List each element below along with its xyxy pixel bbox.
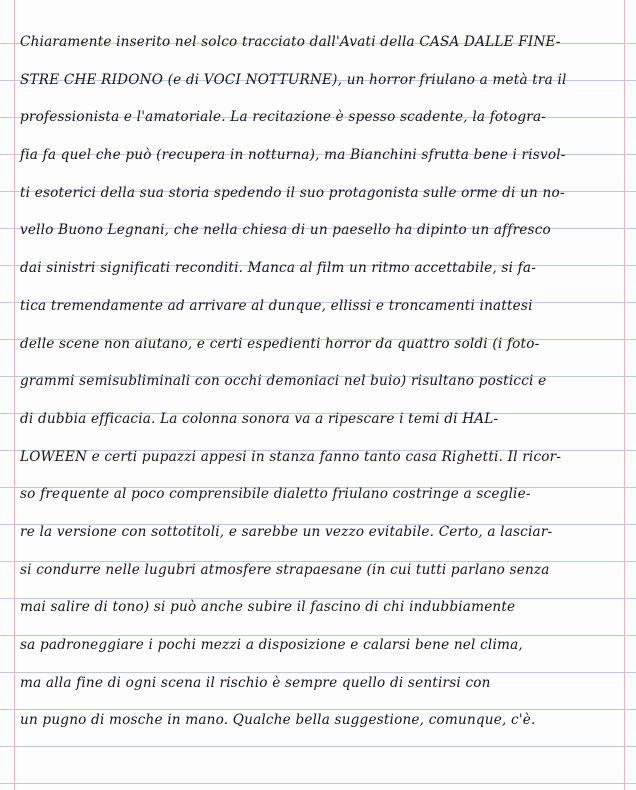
text-line-11: di dubbia efficacia. La colonna sonora va a ripescare i temi di HAL- [20, 410, 499, 427]
text-line-14: re la versione con sottotitoli, e sarebbe un vezzo evitabile. Certo, a lasciar- [20, 523, 553, 540]
text-line-6: vello Buono Legnani, che nella chiesa di un paesello ha dipinto un affresco [20, 222, 551, 239]
text-line-8: tica tremendamente ad arrivare al dunque, ellissi e troncamenti inattesi [20, 297, 533, 314]
text-line-5: ti esoterici della sua storia spedendo il suo protagonista sulle orme di un no- [20, 184, 565, 201]
text-line-10: grammi semisubliminali con occhi demoniaci nel buio) risultano posticci e [20, 373, 547, 390]
text-line-13: so frequente al poco comprensibile dialetto friulano costringe a sceglie- [20, 486, 531, 503]
text-line-12: LOWEEN e certi pupazzi appesi in stanza fanno tanto casa Righetti. Il ricor- [20, 448, 562, 465]
text-line-16: mai salire di tono) si può anche subire il fascino di chi indubbiamente [20, 599, 516, 616]
text-line-18: ma alla fine di ogni scena il rischio è sempre quello di sentirsi con [20, 674, 491, 691]
text-line-1: Chiaramente inserito nel solco tracciato dall'Avati della CASA DALLE FINE- [20, 34, 561, 50]
right-margin-line [624, 0, 625, 790]
text-line-15: si condurre nelle lugubri atmosfere strapaesane (in cui tutti parlano senza [20, 561, 550, 578]
left-margin-line [14, 0, 15, 790]
text-line-9: delle scene non aiutano, e certi espedienti horror da quattro soldi (i foto- [20, 335, 540, 352]
text-line-3: professionista e l'amatoriale. La recitazione è spesso scadente, la fotogra- [20, 109, 547, 126]
text-line-4: fia fa quel che può (recupera in notturna), ma Bianchini sfrutta bene i risvol- [20, 147, 566, 164]
text-line-19: un pugno di mosche in mano. Qualche bella suggestione, comunque, c'è. [20, 712, 536, 729]
text-line-2: STRE CHE RIDONO (e di VOCI NOTTURNE), un horror friulano a metà tra il [20, 71, 567, 88]
handwritten-text [20, 28, 616, 744]
text-line-7: dai sinistri significati reconditi. Manca al film un ritmo accettabile, si fa- [20, 260, 536, 277]
text-line-17: sa padroneggiare i pochi mezzi a disposizione e calarsi bene nel clima, [20, 637, 523, 653]
